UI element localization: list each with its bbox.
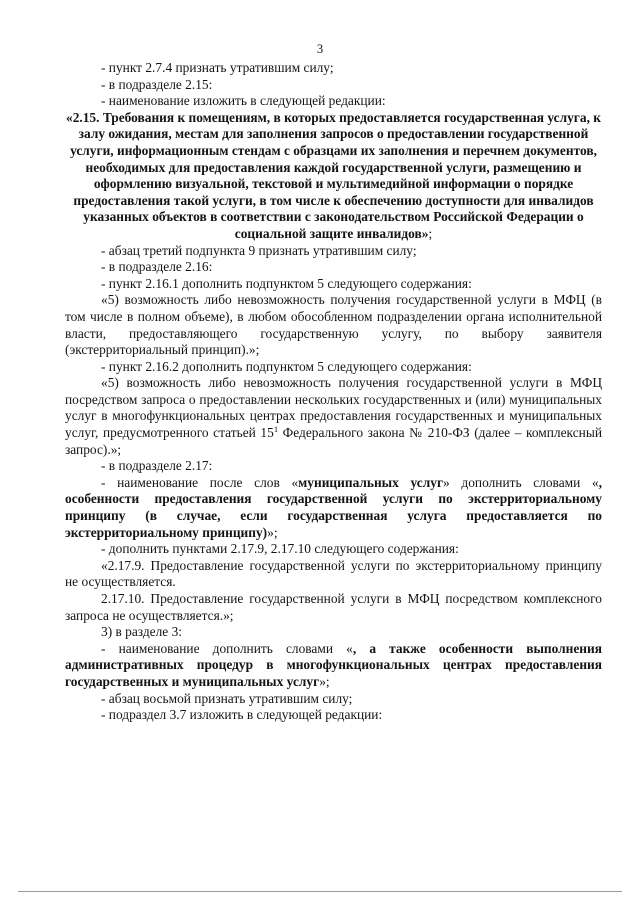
heading-end: ; <box>428 225 433 241</box>
text-run: - наименование после слов « <box>101 474 299 490</box>
bold-run: , а также особенности выполнения административных процедур в многофункциональных центрах предоставления государственных и муниципальных услуг <box>65 640 602 689</box>
section-heading <box>65 110 602 243</box>
paragraph: - дополнить пунктами 2.17.9, 2.17.10 следующего содержания: <box>101 541 459 557</box>
paragraph: - абзац восьмой признать утратившим силу; <box>101 690 353 706</box>
paragraph: - в подразделе 2.15: <box>101 76 213 92</box>
paragraph: - абзац третий подпункта 9 признать утратившим силу; <box>101 242 417 258</box>
paragraph <box>65 375 602 458</box>
paragraph: - пункт 2.16.2 дополнить подпунктом 5 следующего содержания: <box>101 358 472 374</box>
paragraph: - в подразделе 2.16: <box>101 259 213 275</box>
paragraph <box>65 641 602 691</box>
text-run: »; <box>319 673 330 689</box>
paragraph: - в подразделе 2.17: <box>101 458 213 474</box>
paragraph: 2.17.10. Предоставление государственной услуги в МФЦ посредством комплексного запроса не осуществляется.»; <box>65 591 602 623</box>
text-run: »; <box>267 524 278 540</box>
text-run: - наименование дополнить словами « <box>101 640 353 656</box>
paragraph <box>65 475 602 541</box>
paragraph: «5) возможность либо невозможность получения государственной услуги в МФЦ (в том числе в полном объеме), в любом обособленном подразделении органа исполнительной власти, предоставляющего государственную услугу, по выбору заявителя (экстерриториальный принцип).»; <box>65 292 602 358</box>
paragraph: - пункт 2.7.4 признать утратившим силу; <box>101 60 334 75</box>
text-run: «5) возможность либо невозможность получения государственной услуги в МФЦ посредством запроса о предоставлении нескольких государственных и (или) муниципальных услуг в многофункциональных центрах предоставления государственных и муниципальных услуг, предусмотренного статьей 15 <box>65 375 602 441</box>
paragraph: - подраздел 3.7 изложить в следующей редакции: <box>101 707 383 723</box>
bold-run: муниципальных услуг <box>298 474 444 490</box>
scan-edge-line <box>18 891 622 892</box>
document-body <box>65 60 602 724</box>
paragraph: «2.17.9. Предоставление государственной услуги по экстерриториальному принципу не осуществляется. <box>65 557 602 590</box>
page-number: 3 <box>316 42 324 56</box>
paragraph: - пункт 2.16.1 дополнить подпунктом 5 следующего содержания: <box>101 275 472 291</box>
superscript: 1 <box>273 424 279 435</box>
text-run: Федерального закона № 210-ФЗ (далее – комплексный запрос).»; <box>65 425 603 457</box>
paragraph: 3) в разделе 3: <box>101 624 183 640</box>
text-run: » дополнить словами « <box>443 474 599 490</box>
paragraph: - наименование изложить в следующей редакции: <box>101 93 386 109</box>
heading-text: «2.15. Требования к помещениям, в которых предоставляется государственная услуга, к залу ожидания, местам для заполнения запросов о предоставлении государственной услуги, информационным стендам с образцами их заполнения и перечнем документов, необходимых для предоставления каждой государственной услуги, размещению и оформлению визуальной, текстовой и мультимедийной информации о порядке предоставления такой услуги, в том числе к обеспечению доступности для инвалидов указанных объектов в соответствии с законодательством Российской Федерации о социальной защите инвалидов» <box>66 109 601 241</box>
bold-run: , особенности предоставления государственной услуги по экстерриториальному принципу (в случае, если государственная услуга предоставляется по экстерриториальному принципу) <box>65 474 603 540</box>
